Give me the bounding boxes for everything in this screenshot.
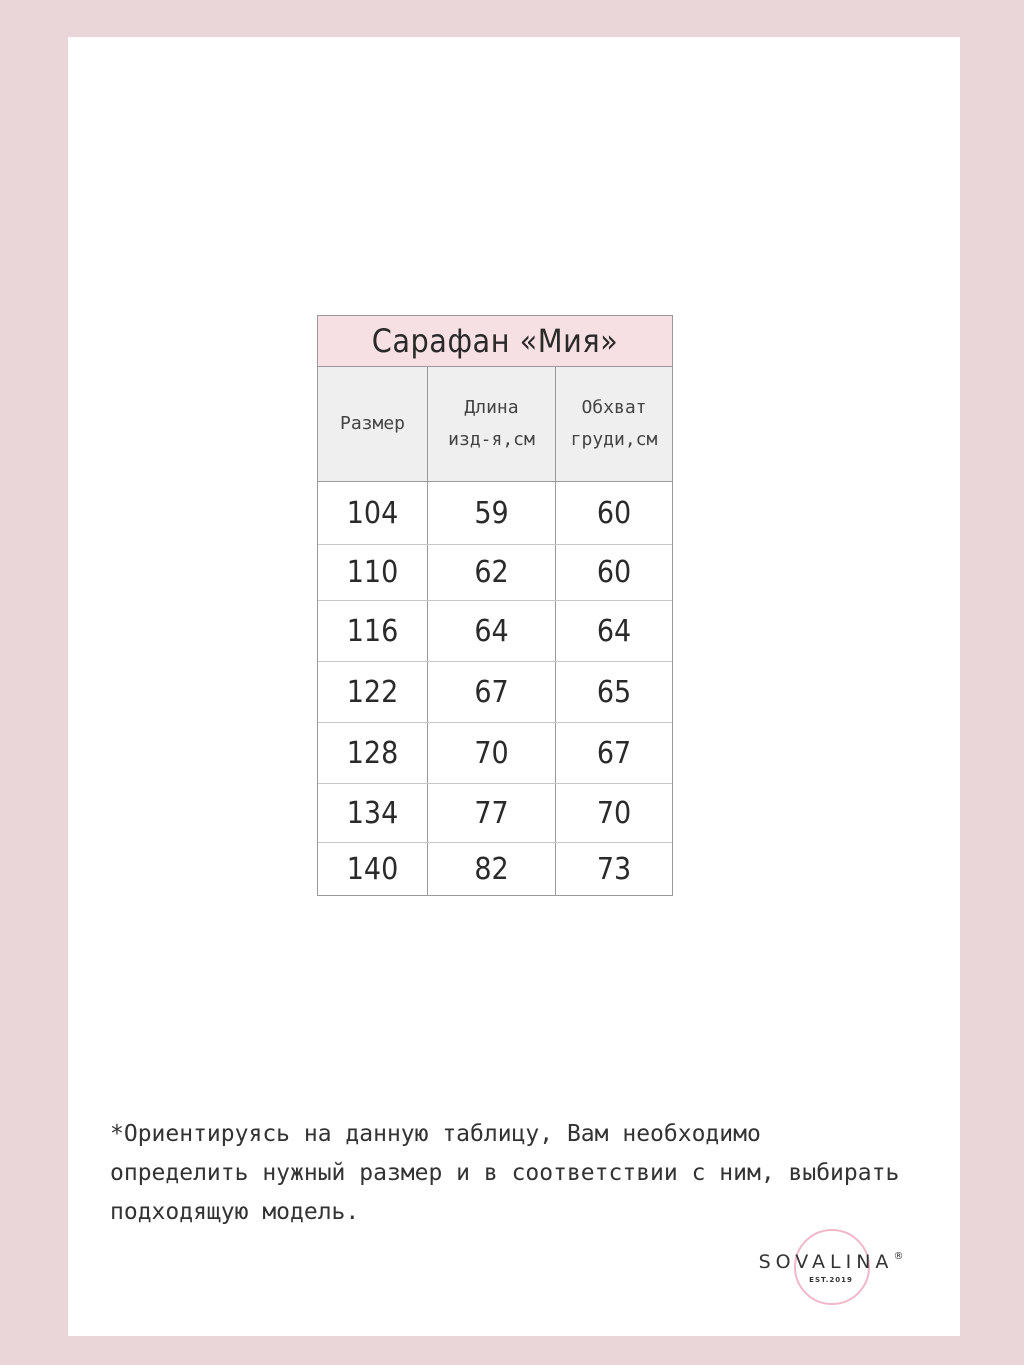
size-cell: 134 <box>318 784 428 842</box>
size-table <box>317 315 673 896</box>
size-cell: 104 <box>318 482 428 544</box>
logo-name: SOVALINA® <box>758 1251 904 1273</box>
table-header-row <box>318 367 672 482</box>
header-size: Размер <box>318 367 428 481</box>
size-cell: 128 <box>318 723 428 783</box>
length-cell: 67 <box>428 662 556 722</box>
chest-cell: 70 <box>596 795 632 831</box>
table-title: Сарафан «Мия» <box>318 316 672 367</box>
chest-cell: 67 <box>596 735 632 771</box>
table-row <box>318 601 672 662</box>
chest-cell: 60 <box>596 555 632 590</box>
length-cell: 77 <box>428 784 556 842</box>
page-sheet <box>68 37 960 1336</box>
size-cell: 140 <box>318 843 428 895</box>
length-cell: 62 <box>428 545 556 600</box>
brand-logo <box>736 1229 926 1305</box>
header-chest: Обхват груди,см <box>570 397 658 450</box>
table-row <box>318 662 672 723</box>
size-cell: 110 <box>318 545 428 600</box>
length-cell: 70 <box>428 723 556 783</box>
chest-cell: 60 <box>596 495 632 531</box>
size-note: *Ориентируясь на данную таблицу, Вам необходимо определить нужный размер и в соответствии с ним, выбирать подходящую модель. <box>110 1121 900 1225</box>
size-cell: 122 <box>318 662 428 722</box>
chest-cell: 65 <box>596 674 632 710</box>
length-cell: 59 <box>428 482 556 544</box>
table-row <box>318 843 672 895</box>
logo-est: EST.2019 <box>809 1276 853 1284</box>
table-row <box>318 723 672 784</box>
chest-cell: 73 <box>596 851 632 887</box>
length-cell: 64 <box>428 601 556 661</box>
table-row <box>318 784 672 843</box>
chest-cell: 64 <box>596 613 632 649</box>
table-row <box>318 545 672 601</box>
header-length: Длина изд-я,см <box>428 367 556 481</box>
length-cell: 82 <box>428 843 556 895</box>
table-body <box>318 482 672 895</box>
table-row <box>318 482 672 545</box>
size-cell: 116 <box>318 601 428 661</box>
